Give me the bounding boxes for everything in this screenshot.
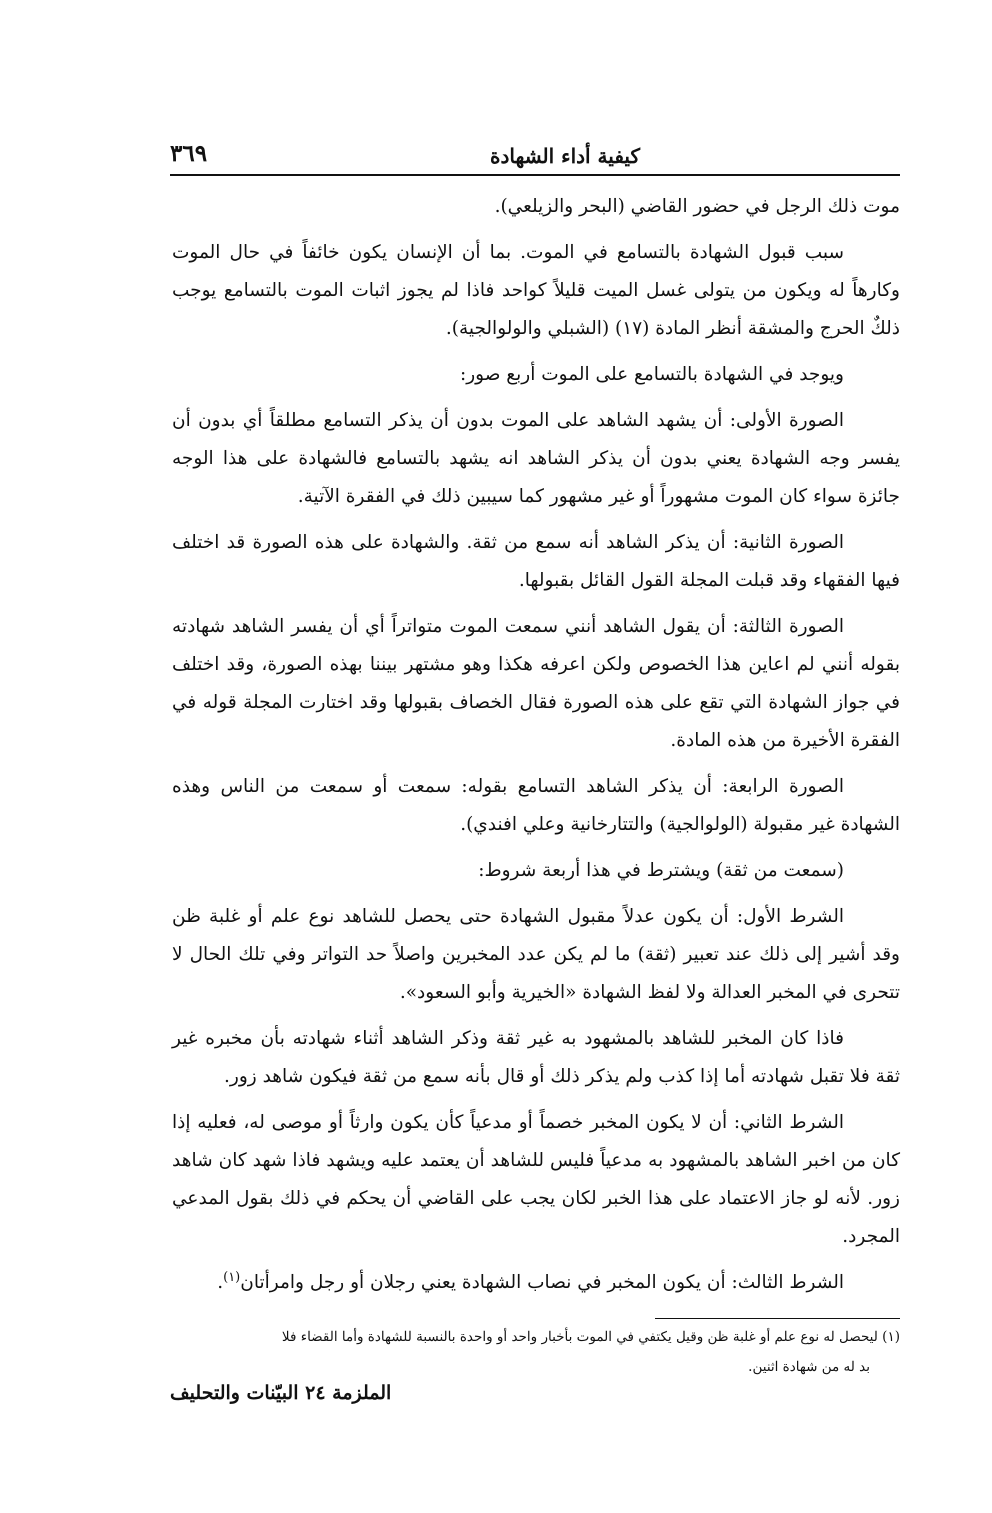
header-rule (170, 174, 900, 176)
paragraph: (سمعت من ثقة) ويشترط في هذا أربعة شروط: (478, 860, 844, 881)
paragraph: الشرط الأول: أن يكون عدلاً مقبول الشهادة حتى يحصل للشاهد نوع علم أو غلبة ظن وقد أشير إلى ذلك عند تعبير (ثقة) ما لم يكن عدد المخبرين واصلاً حد التواتر وفي تلك الحال لا تتحرى في المخبر العدالة ولا لفظ الشهادة «الخيرية وأبو السعود». (172, 906, 900, 1003)
footnote-continuation: بد له من شهادة اثنين. (748, 1359, 870, 1375)
paragraph-text: الشرط الثالث: أن يكون المخبر في نصاب الشهادة يعني رجلان أو رجل وامرأتان (240, 1272, 844, 1293)
body-text (172, 188, 900, 1310)
paragraph: سبب قبول الشهادة بالتسامع في الموت. بما أن الإنسان يكون خائفاً في حال الموت وكارهاً له ويكون من يتولى غسل الميت قليلاً كواحد فاذا لم يجوز اثبات الموت بالتسامع يوجب ذلكٌ الحرج والمشقة أنظر المادة (١٧) (الشبلي والولوالجية). (172, 242, 900, 339)
footnote-rule (655, 1318, 900, 1319)
paragraph: الصورة الثانية: أن يذكر الشاهد أنه سمع من ثقة. والشهادة على هذه الصورة قد اختلف فيها الفقهاء وقد قبلت المجلة القول القائل بقبولها. (172, 532, 900, 591)
page-number: ٣٦٩ (170, 140, 208, 167)
chapter-title: كيفية أداء الشهادة (490, 144, 640, 168)
footnote-text: ليحصل له نوع علم أو غلبة ظن وقيل يكتفي في الموت بأخبار واحد أو واحدة بالنسبة للشهادة وأما القضاء فلا (281, 1329, 878, 1345)
paragraph: فاذا كان المخبر للشاهد بالمشهود به غير ثقة وذكر الشاهد أثناء شهادته بأن مخبره غير ثقة فلا تقبل شهادته أما إذا كذب ولم يذكر ذلك أو قال بأنه سمع من ثقة فيكون شاهد زور. (172, 1028, 900, 1087)
paragraph-with-footnote: الشرط الثالث: أن يكون المخبر في نصاب الشهادة يعني رجلان أو رجل وامرأتان$^{(١)}$. (217, 1269, 844, 1293)
paragraph: الصورة الثالثة: أن يقول الشاهد أنني سمعت الموت متواتراً أي أن يفسر الشاهد شهادته بقوله أنني لم اعاين هذا الخصوص ولكن اعرفه هكذا وهو مشتهر بيننا بهذه الصورة، وقد اختلف في جواز الشهادة التي تقع على هذه الصورة فقال الخصاف بقبولها وقد اختارت المجلة قوله في الفقرة الأخيرة من هذه المادة. (172, 616, 900, 751)
footnote (172, 1322, 900, 1382)
paragraph: موت ذلك الرجل في حضور القاضي (البحر والزيلعي). (494, 196, 900, 217)
footnote-line (172, 1322, 900, 1352)
paragraph: الشرط الثاني: أن لا يكون المخبر خصماً أو مدعياً كأن يكون وارثاً أو موصى له، فعليه إذا كان من اخبر الشاهد بالمشهود به مدعياً فليس للشاهد أن يعتمد عليه ويشهد فاذا شهد كان شاهد زور. لأنه لو جاز الاعتماد على هذا الخبر لكان يجب على القاضي أن يحكم في ذلك بقول المدعي المجرد. (172, 1112, 900, 1247)
running-header (170, 140, 900, 174)
paragraph: الصورة الأولى: أن يشهد الشاهد على الموت بدون أن يذكر التسامع مطلقاً أي بدون أن يفسر وجه الشهادة يعني بدون أن يذكر الشاهد انه يشهد بالتسامع فالشهادة على هذا الوجه جائزة سواء كان الموت مشهوراً أو غير مشهور كما سيبين ذلك في الفقرة الآتية. (172, 410, 900, 507)
paragraph: ويوجد في الشهادة بالتسامع على الموت أربع صور: (459, 364, 844, 385)
printer-signature: الملزمة ٢٤ البيّنات والتحليف (170, 1382, 392, 1404)
paragraph: الصورة الرابعة: أن يذكر الشاهد التسامع بقوله: سمعت أو سمعت من الناس وهذه الشهادة غير مقبولة (الولوالجية) والتتارخانية وعلي افندي). (172, 776, 900, 835)
footnote-number: (١) (882, 1329, 900, 1345)
footnote-reference[interactable]: (١) (223, 1269, 241, 1285)
